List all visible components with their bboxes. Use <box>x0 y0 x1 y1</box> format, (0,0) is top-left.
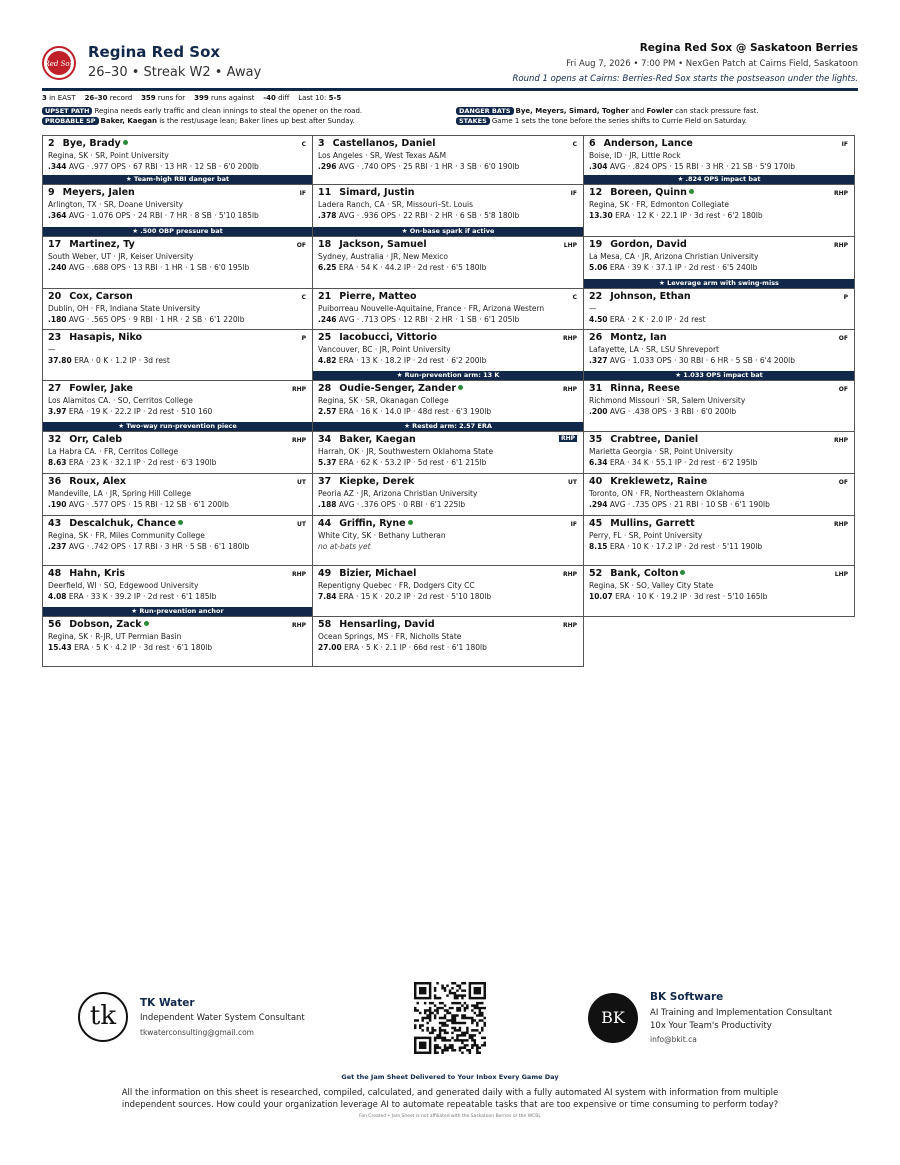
key-stat: 4.82 <box>318 356 337 365</box>
key-stat: .237 <box>48 542 67 551</box>
player-bio: La Habra CA. · FR, Cerritos College <box>48 447 179 456</box>
tk-water-email[interactable]: tkwaterconsulting@gmail.com <box>140 1028 254 1037</box>
player-bio: South Weber, UT · JR, Keiser University <box>48 252 194 261</box>
position-label: RHP <box>291 386 306 393</box>
key-stat: 5.37 <box>318 458 337 467</box>
key-stat: .304 <box>589 162 608 171</box>
player-bio: Regina, SK · R-JR, UT Permian Basin <box>48 632 182 641</box>
player-statline: .304 AVG · .824 OPS · 15 RBI · 3 HR · 21 SB · 5'9 170lb <box>589 162 796 171</box>
roster-row <box>42 617 855 667</box>
qr-code[interactable] <box>414 982 486 1054</box>
key-stat: .327 <box>589 356 608 365</box>
roster-row <box>42 135 855 185</box>
player-card <box>42 566 313 617</box>
player-card <box>42 289 313 330</box>
player-bio: La Mesa, CA · JR, Arizona Christian University <box>589 252 759 261</box>
player-name: 17 Martinez, Ty <box>48 239 135 250</box>
player-name: 37 Kiepke, Derek <box>318 476 415 487</box>
jersey-number: 49 <box>318 568 332 579</box>
player-card <box>313 289 584 330</box>
player-statline: .188 AVG · .376 OPS · 0 RBI · 6'1 225lb <box>318 500 466 509</box>
player-statline: .364 AVG · 1.076 OPS · 24 RBI · 7 HR · 8 SB · 5'10 185lb <box>48 211 259 220</box>
jersey-number: 6 <box>589 138 596 149</box>
player-statline: .240 AVG · .688 OPS · 13 RBI · 1 HR · 1 SB · 6'0 195lb <box>48 263 250 272</box>
key-stat: 5.06 <box>589 263 608 272</box>
player-name: 22 Johnson, Ethan <box>589 291 691 302</box>
team-record-summary: 26–30 • Streak W2 • Away <box>88 65 262 80</box>
player-name: 48 Hahn, Kris <box>48 568 125 579</box>
player-name: 36 Roux, Alex <box>48 476 127 487</box>
player-bio: Sydney, Australia · JR, New Mexico <box>318 252 448 261</box>
player-card <box>313 617 584 667</box>
player-name: 25 Iacobucci, Vittorio <box>318 332 437 343</box>
player-statline: .294 AVG · .735 OPS · 21 RBI · 10 SB · 6'1 190lb <box>589 500 770 509</box>
player-statline: 13.30 ERA · 12 K · 22.1 IP · 3d rest · 6'2 180lb <box>589 211 763 220</box>
player-card <box>42 516 313 566</box>
position-label: LHP <box>563 242 577 249</box>
key-stat: .364 <box>48 211 67 220</box>
key-stat: .294 <box>589 500 608 509</box>
header-divider <box>42 88 858 91</box>
player-bio: Regina, SK · FR, Miles Community College <box>48 531 205 540</box>
player-card <box>584 185 855 237</box>
position-label: C <box>301 294 306 301</box>
game-info-block <box>513 42 859 84</box>
roster-row <box>42 474 855 516</box>
player-card <box>42 330 313 381</box>
player-bio: Regina, SK · FR, Edmonton Collegiate <box>589 200 729 209</box>
stakes-note: STAKES Game 1 sets the tone before the series shifts to Currie Field on Saturday. <box>456 117 747 125</box>
highlight-banner: ★ Rested arm: 2.57 ERA <box>313 422 583 431</box>
player-bio: Arlington, TX · SR, Doane University <box>48 200 184 209</box>
player-statline: 6.25 ERA · 54 K · 44.2 IP · 2d rest · 6'5 180lb <box>318 263 487 272</box>
player-statline: .378 AVG · .936 OPS · 22 RBI · 2 HR · 6 SB · 5'8 180lb <box>318 211 520 220</box>
jersey-number: 40 <box>589 476 603 487</box>
jersey-number: 45 <box>589 518 603 529</box>
svg-text:Red Sox: Red Sox <box>44 60 74 68</box>
player-name: 28 Oudie-Senger, Zander <box>318 383 463 394</box>
key-stat: 4.08 <box>48 592 67 601</box>
player-card <box>313 381 584 432</box>
jersey-number: 35 <box>589 434 603 445</box>
key-stat: 6.25 <box>318 263 337 272</box>
highlight-banner: ★ Run-prevention arm: 13 K <box>313 371 583 380</box>
game-datetime-venue: Fri Aug 7, 2026 • 7:00 PM • NexGen Patch at Cairns Field, Saskatoon <box>566 59 858 69</box>
player-card <box>313 432 584 474</box>
player-card <box>584 237 855 289</box>
jersey-number: 48 <box>48 568 62 579</box>
key-stat: 6.34 <box>589 458 608 467</box>
active-status-dot-icon <box>123 140 128 145</box>
player-name: 43 Descalchuk, Chance <box>48 518 183 529</box>
jersey-number: 22 <box>589 291 603 302</box>
player-statline: 4.08 ERA · 33 K · 39.2 IP · 2d rest · 6'1 185lb <box>48 592 217 601</box>
position-label: C <box>572 294 577 301</box>
player-bio: Mandeville, LA · JR, Spring Hill College <box>48 489 191 498</box>
jersey-number: 27 <box>48 383 62 394</box>
jersey-number: 58 <box>318 619 332 630</box>
player-bio: Regina, SK · SO, Valley City State <box>589 581 714 590</box>
jersey-number: 34 <box>318 434 332 445</box>
player-bio: Puiborreau Nouvelle-Aquitaine, France · FR, Arizona Western <box>318 304 545 313</box>
player-statline: .237 AVG · .742 OPS · 17 RBI · 3 HR · 5 SB · 6'1 180lb <box>48 542 250 551</box>
player-statline: .344 AVG · .977 OPS · 67 RBI · 13 HR · 12 SB · 6'0 200lb <box>48 162 259 171</box>
key-stat: 8.63 <box>48 458 67 467</box>
player-name: 26 Montz, Ian <box>589 332 667 343</box>
player-bio: Perry, FL · SR, Point University <box>589 531 703 540</box>
key-stat: 10.07 <box>589 592 613 601</box>
player-card <box>584 566 855 617</box>
bk-software-name: BK Software <box>650 991 724 1003</box>
jersey-number: 3 <box>318 138 325 149</box>
highlight-banner: ★ .824 OPS impact bat <box>584 175 854 184</box>
key-stat: .344 <box>48 162 67 171</box>
player-name: 20 Cox, Carson <box>48 291 133 302</box>
jersey-number: 31 <box>589 383 603 394</box>
jersey-number: 11 <box>318 187 332 198</box>
bk-software-email[interactable]: info@bkit.ca <box>650 1035 697 1044</box>
roster-row <box>42 330 855 381</box>
player-name: 12 Boreen, Quinn <box>589 187 694 198</box>
jersey-number: 18 <box>318 239 332 250</box>
player-name: 23 Hasapis, Niko <box>48 332 143 343</box>
upset-path-badge: UPSET PATH <box>42 107 92 115</box>
roster-row <box>42 516 855 566</box>
probable-sp-note: PROBABLE SP Baker, Kaegan is the rest/usage lean; Baker lines up best after Sunday. <box>42 117 355 125</box>
player-card <box>313 516 584 566</box>
player-statline: .190 AVG · .577 OPS · 15 RBI · 12 SB · 6'1 200lb <box>48 500 229 509</box>
jersey-number: 37 <box>318 476 332 487</box>
player-statline: 5.06 ERA · 39 K · 37.1 IP · 2d rest · 6'5 240lb <box>589 263 758 272</box>
position-label: RHP <box>291 437 306 444</box>
position-label: P <box>301 335 306 342</box>
key-stat: 4.50 <box>589 315 608 324</box>
active-status-dot-icon <box>408 520 413 525</box>
player-statline: .246 AVG · .713 OPS · 12 RBI · 2 HR · 1 SB · 6'1 205lb <box>318 315 520 324</box>
jersey-number: 26 <box>589 332 603 343</box>
highlight-banner: ★ Run-prevention anchor <box>43 607 312 616</box>
key-stat: .246 <box>318 315 337 324</box>
player-statline: 6.34 ERA · 34 K · 55.1 IP · 2d rest · 6'2 195lb <box>589 458 758 467</box>
newsletter-cta[interactable]: Get the Jam Sheet Delivered to Your Inbox Every Game Day <box>341 1073 559 1081</box>
roster-row <box>42 381 855 432</box>
player-name: 34 Baker, Kaegan <box>318 434 416 445</box>
bk-software-description: AI Training and Implementation Consultant <box>650 1008 833 1018</box>
player-statline: 7.84 ERA · 15 K · 20.2 IP · 2d rest · 5'10 180lb <box>318 592 492 601</box>
roster-row <box>42 432 855 474</box>
player-card <box>584 516 855 566</box>
key-stat: 27.00 <box>318 643 342 652</box>
page-header <box>42 42 858 90</box>
player-statline: 4.82 ERA · 13 K · 18.2 IP · 2d rest · 6'2 200lb <box>318 356 487 365</box>
highlight-banner: ★ Two-way run-prevention piece <box>43 422 312 431</box>
position-label: C <box>572 141 577 148</box>
player-statline: no at-bats yet <box>318 542 371 551</box>
player-name: 49 Bizier, Michael <box>318 568 417 579</box>
player-bio: Los Alamitos CA. · SO, Cerritos College <box>48 396 193 405</box>
jersey-number: 43 <box>48 518 62 529</box>
position-label: RHP <box>562 622 577 629</box>
active-status-dot-icon <box>144 621 149 626</box>
player-name: 32 Orr, Caleb <box>48 434 123 445</box>
position-label: P <box>843 294 848 301</box>
player-bio: — <box>589 304 597 313</box>
key-stat: 37.80 <box>48 356 72 365</box>
jersey-number: 21 <box>318 291 332 302</box>
player-name: 11 Simard, Justin <box>318 187 415 198</box>
ai-disclaimer: All the information on this sheet is researched, compiled, calculated, and generated daily with a fully automated AI system with information from multiple independent sources. How could your organization leverage AI to automate repeatable tasks that are too expensive or time consuming to perform today? <box>121 1088 779 1110</box>
key-stat: .240 <box>48 263 67 272</box>
player-name: 27 Fowler, Jake <box>48 383 133 394</box>
position-label: RHP <box>833 190 848 197</box>
key-stat: 3.97 <box>48 407 67 416</box>
upset-path-note: UPSET PATH Regina needs early traffic and clean innings to steal the opener on the road. <box>42 107 362 115</box>
position-label: RHP <box>562 335 577 342</box>
player-name: 35 Crabtree, Daniel <box>589 434 699 445</box>
danger-bats-badge: DANGER BATS <box>456 107 514 115</box>
position-label: UT <box>297 479 306 486</box>
jersey-number: 36 <box>48 476 62 487</box>
player-card <box>42 432 313 474</box>
player-name: 3 Castellanos, Daniel <box>318 138 436 149</box>
position-label: OF <box>838 479 848 486</box>
position-label: IF <box>299 190 306 197</box>
active-status-dot-icon <box>178 520 183 525</box>
player-statline: 37.80 ERA · 0 K · 1.2 IP · 3d rest <box>48 356 170 365</box>
team-stats-line: 3 in EAST 26–30 record 359 runs for 399 runs against -40 diff Last 10: 5-5 <box>42 94 342 102</box>
position-label: RHP <box>562 386 577 393</box>
player-statline: 5.37 ERA · 62 K · 53.2 IP · 5d rest · 6'1 215lb <box>318 458 487 467</box>
highlight-banner: ★ On-base spark if active <box>313 227 583 236</box>
player-card <box>42 474 313 516</box>
player-card <box>42 617 313 667</box>
position-label: OF <box>296 242 306 249</box>
jersey-number: 28 <box>318 383 332 394</box>
jersey-number: 32 <box>48 434 62 445</box>
position-label: IF <box>570 190 577 197</box>
game-tagline: Round 1 opens at Cairns: Berries-Red Sox starts the postseason under the lights. <box>512 74 858 84</box>
player-card <box>313 474 584 516</box>
player-card <box>42 237 313 289</box>
player-bio: Deerfield, WI · SO, Edgewood University <box>48 581 199 590</box>
roster-row <box>42 237 855 289</box>
tk-water-description: Independent Water System Consultant <box>140 1013 305 1023</box>
probable-sp-badge: PROBABLE SP <box>42 117 99 125</box>
team-name: Regina Red Sox <box>88 43 221 61</box>
player-card <box>584 135 855 185</box>
player-statline: 8.63 ERA · 23 K · 32.1 IP · 2d rest · 6'3 190lb <box>48 458 217 467</box>
player-name: 45 Mullins, Garrett <box>589 518 695 529</box>
player-name: 6 Anderson, Lance <box>589 138 693 149</box>
player-name: 56 Dobson, Zack <box>48 619 149 630</box>
tk-water-name: TK Water <box>140 997 195 1009</box>
bk-software-tagline: 10x Your Team's Productivity <box>650 1021 772 1031</box>
position-label: OF <box>838 386 848 393</box>
player-card <box>584 474 855 516</box>
key-stat: .296 <box>318 162 337 171</box>
position-label: RHP <box>833 242 848 249</box>
key-stat: .180 <box>48 315 67 324</box>
jersey-number: 2 <box>48 138 55 149</box>
player-name: 9 Meyers, Jalen <box>48 187 135 198</box>
player-bio: Toronto, ON · FR, Northeastern Oklahoma <box>589 489 745 498</box>
player-statline: .180 AVG · .565 OPS · 9 RBI · 1 HR · 2 SB · 6'1 220lb <box>48 315 245 324</box>
player-statline: .296 AVG · .740 OPS · 25 RBI · 1 HR · 3 SB · 6'0 190lb <box>318 162 520 171</box>
player-statline: .200 AVG · .438 OPS · 3 RBI · 6'0 200lb <box>589 407 737 416</box>
player-card <box>313 237 584 289</box>
jersey-number: 12 <box>589 187 603 198</box>
position-label: C <box>301 141 306 148</box>
player-bio: Repentigny Quebec · FR, Dodgers City CC <box>318 581 475 590</box>
player-bio: Ladera Ranch, CA · SR, Missouri–St. Louis <box>318 200 473 209</box>
key-stat: .378 <box>318 211 337 220</box>
player-bio: Los Angeles · SR, West Texas A&M <box>318 151 447 160</box>
tk-water-logo: tk <box>78 992 128 1042</box>
position-label: RHP <box>562 571 577 578</box>
player-name: 44 Griffin, Ryne <box>318 518 413 529</box>
player-statline: .327 AVG · 1.033 OPS · 30 RBI · 6 HR · 5 SB · 6'4 200lb <box>589 356 796 365</box>
active-status-dot-icon <box>680 570 685 575</box>
player-statline: 4.50 ERA · 2 K · 2.0 IP · 2d rest <box>589 315 706 324</box>
position-label: LHP <box>834 571 848 578</box>
player-card <box>42 135 313 185</box>
position-label: RHP <box>833 437 848 444</box>
position-label: UT <box>297 521 306 528</box>
player-bio: Marietta Georgia · SR, Point University <box>589 447 733 456</box>
player-card <box>584 330 855 381</box>
player-bio: Boise, ID · JR, Little Rock <box>589 151 681 160</box>
key-stat: .188 <box>318 500 337 509</box>
jersey-number: 56 <box>48 619 62 630</box>
affiliation-fineprint: Fan Created • Jam Sheet is not affiliated with the Saskatoon Berries or the WCBL <box>359 1114 541 1119</box>
player-bio: Vancouver, BC · JR, Point University <box>318 345 451 354</box>
key-stat: 8.15 <box>589 542 608 551</box>
highlight-banner: ★ 1.033 OPS impact bat <box>584 371 854 380</box>
player-bio: Ocean Springs, MS · FR, Nicholls State <box>318 632 462 641</box>
position-label: RHP <box>560 435 575 442</box>
player-statline: 27.00 ERA · 5 K · 2.1 IP · 66d rest · 6'1 180lb <box>318 643 487 652</box>
jersey-number: 20 <box>48 291 62 302</box>
position-label: IF <box>841 141 848 148</box>
highlight-banner: ★ .500 OBP pressure bat <box>43 227 312 236</box>
position-label: IF <box>570 521 577 528</box>
key-stat: 7.84 <box>318 592 337 601</box>
player-statline: 2.57 ERA · 16 K · 14.0 IP · 48d rest · 6'3 190lb <box>318 407 492 416</box>
player-name: 58 Hensarling, David <box>318 619 435 630</box>
bk-software-logo: BK <box>588 993 638 1043</box>
jersey-number: 23 <box>48 332 62 343</box>
active-status-dot-icon <box>689 189 694 194</box>
player-bio: Regina, SK · SR, Point University <box>48 151 169 160</box>
player-statline: 10.07 ERA · 10 K · 19.2 IP · 3d rest · 5'10 165lb <box>589 592 768 601</box>
player-bio: Richmond Missouri · SR, Salem University <box>589 396 746 405</box>
jersey-number: 25 <box>318 332 332 343</box>
player-card <box>42 381 313 432</box>
player-bio: Lafayette, LA · SR, LSU Shreveport <box>589 345 719 354</box>
position-label: RHP <box>291 571 306 578</box>
matchup-title: Regina Red Sox @ Saskatoon Berries <box>639 42 858 54</box>
jersey-number: 9 <box>48 187 55 198</box>
player-name: 40 Kreklewetz, Raine <box>589 476 708 487</box>
player-statline: 8.15 ERA · 10 K · 17.2 IP · 2d rest · 5'11 190lb <box>589 542 763 551</box>
player-card <box>313 330 584 381</box>
jersey-number: 44 <box>318 518 332 529</box>
key-stat: .200 <box>589 407 608 416</box>
player-card <box>584 381 855 432</box>
roster-row <box>42 566 855 617</box>
highlight-banner: ★ Leverage arm with swing-miss <box>584 279 854 288</box>
position-label: OF <box>838 335 848 342</box>
player-bio: Harrah, OK · JR, Southwestern Oklahoma State <box>318 447 494 456</box>
player-card <box>313 135 584 185</box>
player-bio: Dublin, OH · FR, Indiana State University <box>48 304 201 313</box>
jersey-number: 19 <box>589 239 603 250</box>
key-stat: 15.43 <box>48 643 72 652</box>
stakes-badge: STAKES <box>456 117 490 125</box>
player-name: 19 Gordon, David <box>589 239 687 250</box>
position-label: UT <box>568 479 577 486</box>
player-card <box>313 566 584 617</box>
player-name: 52 Bank, Colton <box>589 568 685 579</box>
roster-row <box>42 289 855 330</box>
player-name: 21 Pierre, Matteo <box>318 291 417 302</box>
team-logo <box>42 46 76 80</box>
highlight-banner: ★ Team-high RBI danger bat <box>43 175 312 184</box>
roster-row <box>42 185 855 237</box>
player-bio: Regina, SK · SR, Okanagan College <box>318 396 449 405</box>
player-statline: 15.43 ERA · 5 K · 4.2 IP · 3d rest · 6'1 180lb <box>48 643 213 652</box>
player-bio: — <box>48 345 56 354</box>
key-stat: 13.30 <box>589 211 613 220</box>
danger-bats-note: DANGER BATS Bye, Meyers, Simard, Togher and Fowler can stack pressure fast. <box>456 107 759 115</box>
position-label: RHP <box>291 622 306 629</box>
key-stat: .190 <box>48 500 67 509</box>
player-card <box>313 185 584 237</box>
player-name: 31 Rinna, Reese <box>589 383 680 394</box>
jersey-number: 52 <box>589 568 603 579</box>
player-name: 2 Bye, Brady <box>48 138 128 149</box>
player-bio: Peoria AZ · JR, Arizona Christian University <box>318 489 478 498</box>
jersey-number: 17 <box>48 239 62 250</box>
player-name: 18 Jackson, Samuel <box>318 239 427 250</box>
key-stat: 2.57 <box>318 407 337 416</box>
player-bio: White City, SK · Bethany Lutheran <box>318 531 446 540</box>
player-card <box>584 432 855 474</box>
position-label: RHP <box>833 521 848 528</box>
player-card <box>42 185 313 237</box>
active-status-dot-icon <box>458 385 463 390</box>
player-card <box>584 289 855 330</box>
player-statline: 3.97 ERA · 19 K · 22.2 IP · 2d rest · 510 160 <box>48 407 213 416</box>
